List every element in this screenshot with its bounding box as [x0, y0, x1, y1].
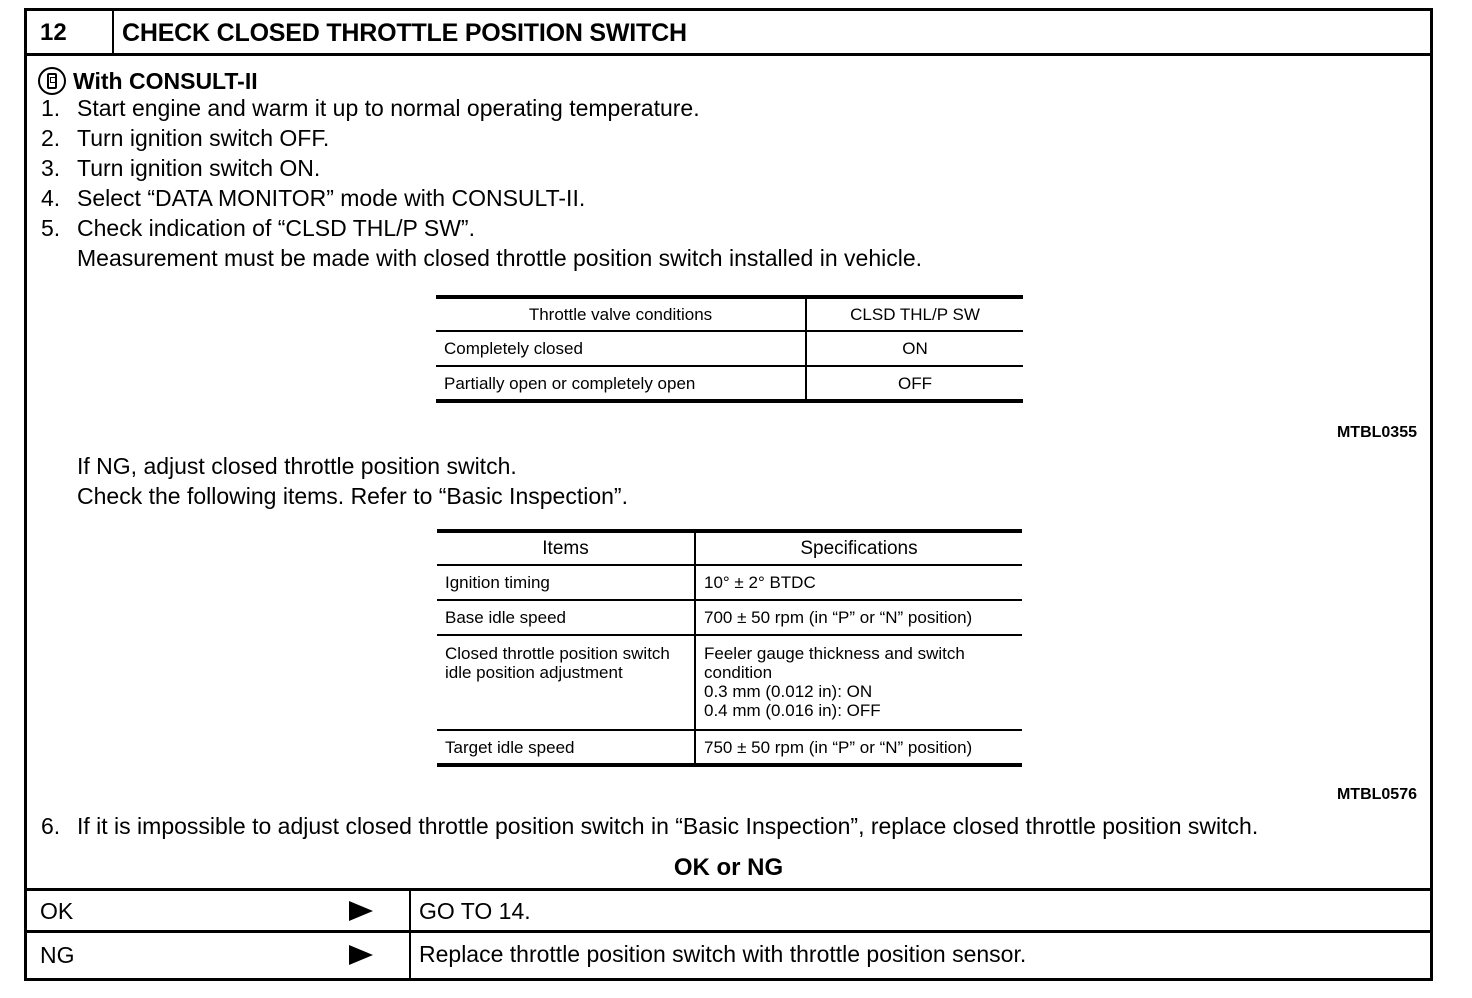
ng-note: Check the following items. Refer to “Basic Inspection”.	[77, 483, 628, 509]
table-row	[437, 600, 1022, 635]
step-number-label: 4.	[41, 185, 61, 211]
table-cell: Completely closed	[436, 331, 806, 366]
table-header: Items	[437, 531, 695, 565]
consult-heading	[38, 66, 258, 96]
step-text: Select “DATA MONITOR” mode with CONSULT-II.	[77, 185, 586, 211]
table-header: CLSD THL/P SW	[806, 297, 1023, 331]
step-item	[41, 811, 1258, 841]
table-cell: ON	[806, 331, 1023, 366]
step-text: Start engine and warm it up to normal operating temperature.	[77, 95, 700, 121]
step-text: Check indication of “CLSD THL/P SW”.	[77, 215, 475, 241]
step-number-label: 1.	[41, 95, 61, 121]
step-number-label: 2.	[41, 125, 61, 151]
step-text: Turn ignition switch OFF.	[77, 125, 330, 151]
table-header: Specifications	[695, 531, 1022, 565]
result-title: OK or NG	[673, 854, 784, 881]
arrow-right-icon	[349, 901, 373, 921]
step-item	[41, 93, 700, 123]
table-row	[436, 331, 1023, 366]
table-cell: 10° ± 2° BTDC	[695, 565, 1022, 600]
table-cell: Ignition timing	[437, 565, 695, 600]
step-text: If it is impossible to adjust closed throttle position switch in “Basic Inspection”, replace closed throttle position switch.	[77, 813, 1259, 839]
procedure-frame	[24, 8, 1433, 981]
table-cell: 700 ± 50 rpm (in “P” or “N” position)	[695, 600, 1022, 635]
measurement-note: Measurement must be made with closed throttle position switch installed in vehicle.	[77, 245, 923, 271]
procedure-header	[27, 11, 1430, 56]
spec-line: 0.4 mm (0.016 in): OFF	[704, 701, 881, 720]
result-action: GO TO 14.	[419, 898, 531, 924]
procedure-title: CHECK CLOSED THROTTLE POSITION SWITCH	[122, 19, 687, 47]
table-row	[436, 366, 1023, 401]
table-code: MTBL0576	[1336, 786, 1417, 803]
ng-note: If NG, adjust closed throttle position switch.	[77, 453, 517, 479]
consult-icon	[38, 67, 66, 95]
result-label: OK	[27, 891, 411, 930]
step-number-label: 5.	[41, 215, 61, 241]
result-row-ok	[27, 888, 1430, 930]
inspection-items-table	[437, 529, 1022, 767]
table-header: Throttle valve conditions	[436, 297, 806, 331]
step-number-label: 6.	[41, 813, 61, 839]
result-action: Replace throttle position switch with throttle position sensor.	[419, 941, 1027, 967]
table-cell: Target idle speed	[437, 730, 695, 765]
table-row	[437, 730, 1022, 765]
consult-label: With CONSULT-II	[73, 67, 258, 94]
spec-line: 0.3 mm (0.012 in): ON	[704, 682, 873, 701]
table-row	[437, 635, 1022, 730]
step-item	[41, 183, 585, 213]
table-row	[437, 565, 1022, 600]
table-cell: 750 ± 50 rpm (in “P” or “N” position)	[695, 730, 1022, 765]
step-text: Turn ignition switch ON.	[77, 155, 321, 181]
step-number: 12	[27, 11, 114, 53]
table-cell: Closed throttle position switch idle position adjustment	[437, 635, 695, 730]
step-item	[41, 153, 320, 183]
arrow-right-icon	[349, 945, 373, 965]
step-item	[41, 213, 475, 243]
throttle-condition-table	[436, 295, 1023, 403]
table-cell: Partially open or completely open	[436, 366, 806, 401]
table-cell	[695, 635, 1022, 730]
step-number-label: 3.	[41, 155, 61, 181]
table-code: MTBL0355	[1336, 424, 1417, 441]
step-item	[41, 123, 329, 153]
result-row-ng	[27, 930, 1430, 978]
table-cell: Base idle speed	[437, 600, 695, 635]
result-label: NG	[27, 933, 411, 978]
table-cell: OFF	[806, 366, 1023, 401]
spec-line: Feeler gauge thickness and switch condition	[704, 644, 965, 682]
